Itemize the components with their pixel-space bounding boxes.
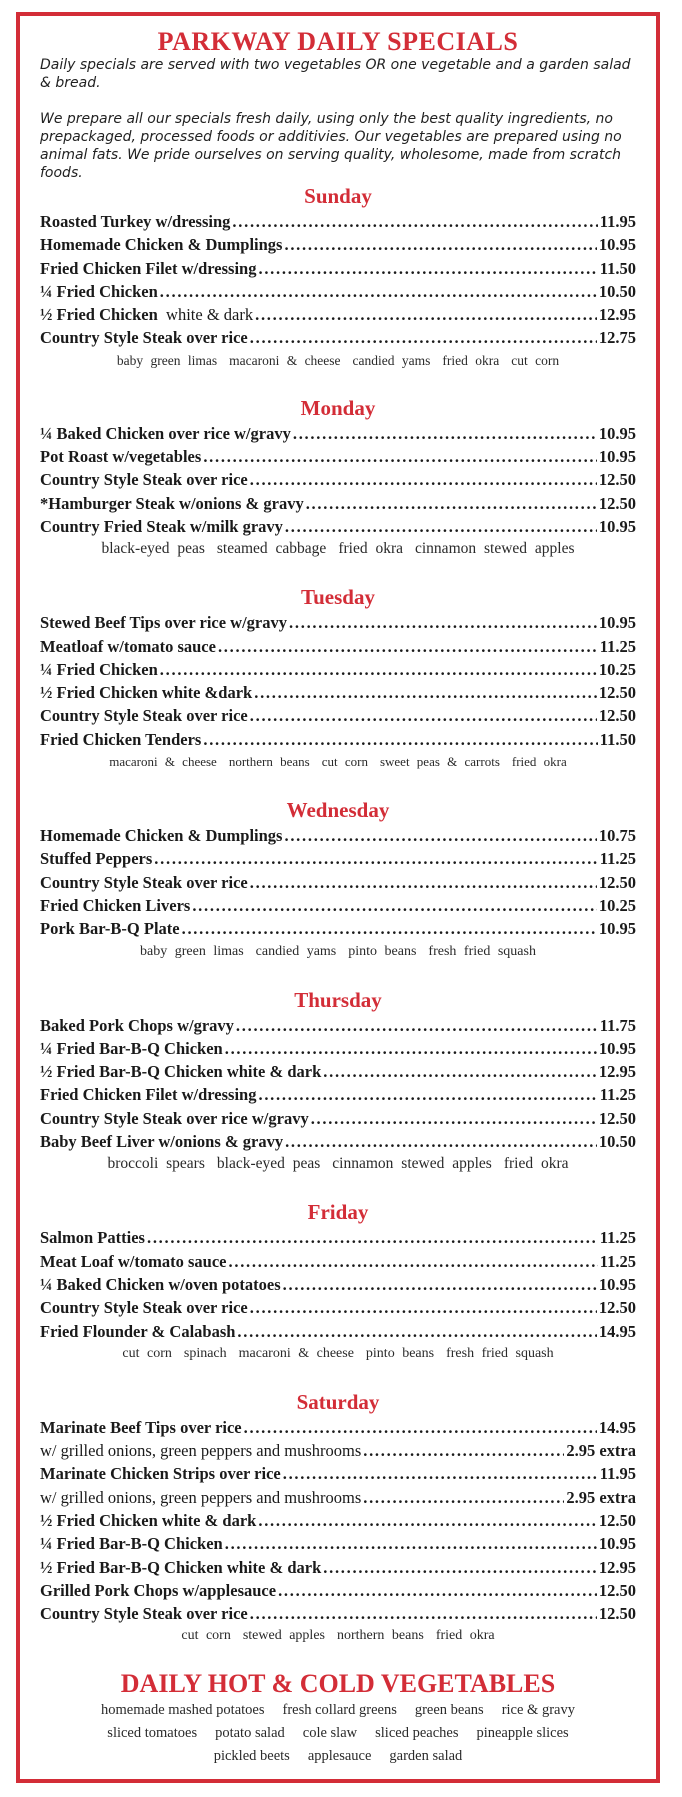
menu-item xyxy=(40,1532,636,1555)
menu-item-name xyxy=(40,257,256,280)
daily-vegetable-item: garden salad xyxy=(389,1748,463,1765)
vegetable-item: broccoli spears xyxy=(107,1155,205,1173)
menu-item-price: 2.95 extra xyxy=(566,1487,636,1507)
day-section-wednesday xyxy=(40,798,636,962)
menu-item-name xyxy=(40,1602,248,1625)
menu-item-name-text: Country Style Steak over rice xyxy=(40,872,248,892)
menu-item-name-text: *Hamburger Steak w/onions & gravy xyxy=(40,493,304,513)
menu-item-name xyxy=(40,1226,145,1249)
daily-vegetable-item: green beans xyxy=(414,1702,484,1719)
dot-leader xyxy=(283,1462,598,1485)
dot-leader xyxy=(311,1107,597,1130)
vegetable-item: fried okra xyxy=(442,352,500,368)
menu-item-price: 11.25 xyxy=(599,1228,636,1248)
daily-vegetables-row xyxy=(40,1745,636,1768)
menu-item-price: 10.95 xyxy=(598,1534,636,1554)
dot-leader xyxy=(289,611,597,634)
dot-leader xyxy=(250,326,597,349)
dot-leader xyxy=(250,468,597,491)
menu-item-name xyxy=(40,1556,321,1579)
menu-item xyxy=(40,233,636,256)
menu-item-option xyxy=(40,1486,636,1509)
day-section-tuesday xyxy=(40,585,636,773)
menu-item xyxy=(40,515,636,538)
dot-leader xyxy=(283,1273,597,1296)
menu-item xyxy=(40,917,636,940)
menu-border xyxy=(16,12,660,1783)
menu-item-price: 10.95 xyxy=(598,235,636,255)
vegetable-item: pinto beans xyxy=(365,1345,435,1361)
menu-item-name-text: Country Style Steak over rice xyxy=(40,706,248,726)
daily-vegetable-item: sliced tomatoes xyxy=(107,1725,198,1742)
daily-vegetable-item: homemade mashed potatoes xyxy=(101,1702,265,1719)
vegetable-item: fried okra xyxy=(338,540,403,558)
menu-item-price: 12.50 xyxy=(598,493,636,513)
vegetable-item: cinnamon stewed apples xyxy=(332,1155,492,1173)
page-title: PARKWAY DAILY SPECIALS xyxy=(157,27,519,56)
dot-leader xyxy=(258,257,597,280)
menu-item-name-text: ½ Fried Chicken xyxy=(40,305,158,325)
vegetable-item: candied yams xyxy=(352,352,431,368)
daily-vegetables-title: DAILY HOT & COLD VEGETABLES xyxy=(120,1669,556,1699)
dot-leader xyxy=(278,1579,597,1602)
menu-item-name-text: Fried Chicken Filet w/dressing xyxy=(40,1085,257,1105)
menu-item-price: 11.75 xyxy=(599,1015,636,1035)
dot-leader xyxy=(293,422,597,445)
dot-leader xyxy=(306,492,597,515)
menu-item-name-text: ½ Fried Chicken white &dark xyxy=(40,683,253,703)
vegetable-item: fried okra xyxy=(511,754,567,770)
menu-item-name-text: ¼ Baked Chicken over rice w/gravy xyxy=(40,423,291,443)
menu-item-name xyxy=(40,894,190,917)
day-heading-thursday: Thursday xyxy=(294,987,382,1012)
menu-item-name-text: ½ Fried Chicken white & dark xyxy=(40,1510,257,1530)
menu-item xyxy=(40,1320,636,1343)
menu-item-name xyxy=(40,1273,281,1296)
dot-leader xyxy=(284,233,596,256)
menu-item xyxy=(40,658,636,681)
daily-vegetable-item: pickled beets xyxy=(213,1748,290,1765)
dot-leader xyxy=(258,1083,597,1106)
menu-item xyxy=(40,1556,636,1579)
vegetable-list-friday xyxy=(40,1343,636,1365)
dot-leader xyxy=(203,728,597,751)
menu-item-name-text: Fried Chicken Tenders xyxy=(40,729,202,749)
dot-leader xyxy=(323,1060,597,1083)
menu-item-name xyxy=(40,824,282,847)
dot-leader xyxy=(229,1250,598,1273)
menu-item-name-text: Country Style Steak over rice w/gravy xyxy=(40,1108,309,1128)
menu-item-name xyxy=(40,515,283,538)
menu-item-price: 14.95 xyxy=(598,1321,636,1341)
menu-item-name xyxy=(40,1579,276,1602)
daily-vegetables-list xyxy=(40,1699,636,1768)
day-section-sunday xyxy=(40,184,636,372)
menu-item xyxy=(40,1060,636,1083)
menu-item-price: 12.50 xyxy=(598,1580,636,1600)
menu-item-name xyxy=(40,492,304,515)
menu-item xyxy=(40,1250,636,1273)
intro-served-with: Daily specials are served with two vegetables OR one vegetable and a garden salad & bread. xyxy=(40,57,631,91)
menu-item-price: 12.75 xyxy=(598,328,636,348)
menu-item-name-text: Marinate Beef Tips over rice xyxy=(40,1417,242,1437)
vegetable-item: northern beans xyxy=(228,754,310,770)
menu-item xyxy=(40,728,636,751)
vegetable-item: black-eyed peas xyxy=(216,1155,321,1173)
menu-item-price: 10.95 xyxy=(598,516,636,536)
menu-item-price: 12.50 xyxy=(598,706,636,726)
menu-item-name-text: ½ Fried Bar-B-Q Chicken white & dark xyxy=(40,1062,322,1082)
dot-leader xyxy=(236,1014,598,1037)
menu-item-price: 10.95 xyxy=(598,423,636,443)
dot-leader xyxy=(218,635,598,658)
menu-item-price: 12.50 xyxy=(598,470,636,490)
dot-leader xyxy=(160,658,597,681)
menu-item-note: white & dark xyxy=(166,305,254,325)
menu-item xyxy=(40,1602,636,1625)
menu-item xyxy=(40,468,636,491)
menu-item-name-text: Stuffed Peppers xyxy=(40,849,153,869)
menu-item xyxy=(40,445,636,468)
vegetable-item: fried okra xyxy=(503,1155,569,1173)
menu-item-name-text: Pot Roast w/vegetables xyxy=(40,447,202,467)
menu-item-name xyxy=(40,1439,361,1462)
menu-item-price: 11.25 xyxy=(599,636,636,656)
menu-item-price: 11.50 xyxy=(599,729,636,749)
vegetable-item: macaroni & cheese xyxy=(238,1345,354,1361)
dot-leader xyxy=(225,1037,597,1060)
menu-item-name xyxy=(40,611,287,634)
dot-leader xyxy=(363,1486,564,1509)
menu-item-name xyxy=(40,1083,256,1106)
menu-item xyxy=(40,681,636,704)
menu-item-price: 12.95 xyxy=(598,1062,636,1082)
menu-item-name xyxy=(40,728,201,751)
vegetable-item: spinach xyxy=(183,1345,227,1361)
dot-leader xyxy=(160,280,597,303)
menu-item-name xyxy=(40,468,248,491)
menu-item-name xyxy=(40,1250,227,1273)
dot-leader xyxy=(244,1416,597,1439)
menu-item-name xyxy=(40,1416,242,1439)
menu-item-price: 10.95 xyxy=(598,1038,636,1058)
dot-leader xyxy=(255,303,597,326)
menu-item-price: 10.25 xyxy=(598,895,636,915)
vegetable-item: pinto beans xyxy=(348,943,417,959)
menu-item-name-text: Stewed Beef Tips over rice w/gravy xyxy=(40,613,288,633)
menu-item xyxy=(40,1107,636,1130)
menu-item-price: 10.95 xyxy=(598,613,636,633)
menu-item-name-text: ¼ Fried Chicken xyxy=(40,281,158,301)
menu-item-price: 12.95 xyxy=(598,305,636,325)
menu-item-name-text: Salmon Patties xyxy=(40,1228,145,1248)
menu-item-name xyxy=(40,280,158,303)
daily-vegetables-row xyxy=(40,1722,636,1745)
vegetable-item: cinnamon stewed apples xyxy=(415,540,575,558)
daily-vegetables-row xyxy=(40,1699,636,1722)
menu-item-price: 11.25 xyxy=(599,1085,636,1105)
menu-item xyxy=(40,1273,636,1296)
vegetable-item: cut corn xyxy=(122,1345,172,1361)
menu-item-name xyxy=(40,704,248,727)
menu-item-price: 10.95 xyxy=(598,919,636,939)
vegetable-item: cut corn xyxy=(181,1628,231,1644)
menu-item-name-text: Country Fried Steak w/milk gravy xyxy=(40,516,283,536)
menu-item-name-text: Homemade Chicken & Dumplings xyxy=(40,235,283,255)
day-section-saturday xyxy=(40,1390,636,1648)
dot-leader xyxy=(147,1226,598,1249)
menu-item-name-text: Pork Bar-B-Q Plate xyxy=(40,919,180,939)
menu-item-name-text: Country Style Steak over rice xyxy=(40,1604,248,1624)
menu-item-name xyxy=(40,1532,223,1555)
daily-vegetable-item: cole slaw xyxy=(302,1725,358,1742)
vegetable-item: black-eyed peas xyxy=(101,540,205,558)
menu-item xyxy=(40,1579,636,1602)
menu-item-name-text: Grilled Pork Chops w/applesauce xyxy=(40,1580,277,1600)
daily-specials xyxy=(40,184,636,1647)
day-section-friday xyxy=(40,1200,636,1364)
vegetable-item: baby green limas xyxy=(140,943,244,959)
menu-item-name xyxy=(40,1130,283,1153)
menu-item-price: 12.50 xyxy=(598,1108,636,1128)
menu-item-name-text: ¼ Fried Bar-B-Q Chicken xyxy=(40,1038,223,1058)
menu-item-name xyxy=(40,1320,235,1343)
day-heading-saturday: Saturday xyxy=(296,1389,380,1414)
dot-leader xyxy=(250,704,597,727)
dot-leader xyxy=(192,894,597,917)
dot-leader xyxy=(285,515,597,538)
menu-item-price: 11.95 xyxy=(599,212,636,231)
daily-vegetable-item: sliced peaches xyxy=(375,1725,459,1742)
menu-item xyxy=(40,635,636,658)
menu-item-name xyxy=(40,303,253,326)
menu-item xyxy=(40,1083,636,1106)
menu-item-name xyxy=(40,210,230,233)
menu-item xyxy=(40,1509,636,1532)
menu-item xyxy=(40,894,636,917)
dot-leader xyxy=(250,1602,597,1625)
menu-item xyxy=(40,326,636,349)
vegetable-list-monday xyxy=(40,538,636,560)
vegetable-list-sunday xyxy=(40,350,636,372)
vegetable-list-tuesday xyxy=(40,751,636,773)
menu-item xyxy=(40,704,636,727)
dot-leader xyxy=(250,1296,597,1319)
daily-vegetable-item: potato salad xyxy=(215,1725,285,1742)
menu-item-name-text: ¼ Baked Chicken w/oven potatoes xyxy=(40,1274,281,1294)
menu-item xyxy=(40,871,636,894)
dot-leader xyxy=(254,681,597,704)
menu-item xyxy=(40,1416,636,1439)
vegetable-item: baby green limas xyxy=(116,352,218,368)
vegetable-item: macaroni & cheese xyxy=(229,352,341,368)
dot-leader xyxy=(284,824,596,847)
menu-item-price: 12.95 xyxy=(598,1557,636,1577)
dot-leader xyxy=(285,1130,597,1153)
vegetable-item: stewed apples xyxy=(242,1628,325,1644)
menu-item-name-text: Baked Pork Chops w/gravy xyxy=(40,1015,234,1035)
menu-item-name xyxy=(40,1060,321,1083)
daily-vegetable-item: rice & gravy xyxy=(501,1702,575,1719)
menu-item-option xyxy=(40,1439,636,1462)
menu-item xyxy=(40,280,636,303)
menu-item-price: 11.50 xyxy=(599,258,636,278)
menu-item-price: 10.95 xyxy=(598,1274,636,1294)
menu-item-name xyxy=(40,871,248,894)
menu-item-name-text: Fried Chicken Filet w/dressing xyxy=(40,258,257,278)
menu-item xyxy=(40,210,636,233)
vegetable-item: sweet peas & carrots xyxy=(379,754,500,770)
menu-item xyxy=(40,1296,636,1319)
menu-item-name xyxy=(40,233,282,256)
day-heading-tuesday: Tuesday xyxy=(301,585,375,610)
day-heading-monday: Monday xyxy=(300,395,376,420)
menu-item xyxy=(40,1462,636,1485)
vegetable-list-thursday xyxy=(40,1153,636,1175)
menu-item xyxy=(40,1130,636,1153)
menu-item-name-text: Meat Loaf w/tomato sauce xyxy=(40,1251,227,1271)
menu-item-price: 12.50 xyxy=(598,1298,636,1318)
menu-item-name-text: Country Style Steak over rice xyxy=(40,1298,248,1318)
vegetable-item: cut corn xyxy=(511,352,560,368)
menu-item xyxy=(40,422,636,445)
menu-item-name xyxy=(40,1509,256,1532)
dot-leader xyxy=(154,847,597,870)
menu-item-name-text: Roasted Turkey w/dressing xyxy=(40,212,231,231)
dot-leader xyxy=(250,871,597,894)
vegetable-item: northern beans xyxy=(337,1628,424,1644)
menu-item-price: 14.95 xyxy=(598,1417,636,1437)
dot-leader xyxy=(363,1439,564,1462)
intro-quality-statement: We prepare all our specials fresh daily, using only the best quality ingredients, no prepackaged, processed foods or additivies. Our vegetables are prepared using no animal fats. We pride ourselves on serving quality, wholesome, made from scratch foods. xyxy=(40,111,622,181)
vegetable-item: cut corn xyxy=(321,754,368,770)
menu-item-name-text: Marinate Chicken Strips over rice xyxy=(40,1464,281,1484)
dot-leader xyxy=(225,1532,597,1555)
vegetable-list-saturday xyxy=(40,1625,636,1647)
daily-vegetable-item: applesauce xyxy=(307,1748,372,1765)
menu-item xyxy=(40,611,636,634)
vegetable-item: fried okra xyxy=(435,1628,495,1644)
dot-leader xyxy=(258,1509,597,1532)
vegetable-list-wednesday xyxy=(40,941,636,963)
menu-item-price: 10.50 xyxy=(598,281,636,301)
menu-item-name xyxy=(40,635,216,658)
menu-item-name xyxy=(40,1037,223,1060)
menu-item-name-text: ¼ Fried Bar-B-Q Chicken xyxy=(40,1534,223,1554)
menu-item-name xyxy=(40,1296,248,1319)
dot-leader xyxy=(323,1556,597,1579)
menu-item-price: 10.95 xyxy=(598,447,636,467)
day-heading-wednesday: Wednesday xyxy=(286,798,390,823)
vegetable-item: candied yams xyxy=(255,943,337,959)
menu-item-name-text: w/ grilled onions, green peppers and mushrooms xyxy=(40,1441,362,1461)
menu-item-name xyxy=(40,917,180,940)
menu-item-name xyxy=(40,681,252,704)
menu-item-name-text: Baby Beef Liver w/onions & gravy xyxy=(40,1132,284,1152)
menu-item-name-text: Fried Flounder & Calabash xyxy=(40,1321,236,1341)
menu-item-price: 10.50 xyxy=(598,1132,636,1152)
dot-leader xyxy=(182,917,597,940)
vegetable-item: fresh fried squash xyxy=(446,1345,554,1361)
menu-item xyxy=(40,847,636,870)
day-section-monday xyxy=(40,396,636,560)
daily-vegetable-item: fresh collard greens xyxy=(282,1702,397,1719)
menu-item-name-text: ½ Fried Bar-B-Q Chicken white & dark xyxy=(40,1557,322,1577)
menu-item-name xyxy=(40,1107,309,1130)
menu-item-name-text: w/ grilled onions, green peppers and mushrooms xyxy=(40,1487,362,1507)
menu-item xyxy=(40,492,636,515)
dot-leader xyxy=(232,210,597,233)
vegetable-item: macaroni & cheese xyxy=(109,754,217,770)
menu-item-name-text: Country Style Steak over rice xyxy=(40,328,248,348)
menu-item-name xyxy=(40,422,291,445)
menu-item-price: 10.75 xyxy=(598,826,636,846)
menu-item-name-text: Meatloaf w/tomato sauce xyxy=(40,636,216,656)
menu-item-price: 12.50 xyxy=(598,1510,636,1530)
dot-leader xyxy=(237,1320,596,1343)
menu-item-name-text: Country Style Steak over rice xyxy=(40,470,248,490)
menu-item xyxy=(40,1014,636,1037)
menu-item xyxy=(40,257,636,280)
menu-item-name xyxy=(40,445,201,468)
menu-item-name xyxy=(40,847,152,870)
menu-content xyxy=(40,28,636,1768)
menu-item-price: 11.25 xyxy=(599,1251,636,1271)
menu-item-price: 11.95 xyxy=(599,1464,636,1484)
menu-item-price: 11.25 xyxy=(599,849,636,869)
menu-item-name xyxy=(40,1462,281,1485)
day-heading-sunday: Sunday xyxy=(304,184,372,208)
menu-item-name-text: Fried Chicken Livers xyxy=(40,895,191,915)
menu-item-name xyxy=(40,658,158,681)
daily-vegetable-item: pineapple slices xyxy=(476,1725,569,1742)
menu-item-price: 12.50 xyxy=(598,872,636,892)
menu-item-price: 10.25 xyxy=(598,659,636,679)
menu-item-price: 12.50 xyxy=(598,1604,636,1624)
menu-item-name xyxy=(40,326,248,349)
menu-item-price: 12.50 xyxy=(598,683,636,703)
menu-item xyxy=(40,1037,636,1060)
day-section-thursday xyxy=(40,988,636,1176)
menu-item-price: 2.95 extra xyxy=(566,1441,636,1461)
menu-item-name-text: ¼ Fried Chicken xyxy=(40,659,158,679)
day-heading-friday: Friday xyxy=(307,1200,369,1225)
menu-item-name-text: Homemade Chicken & Dumplings xyxy=(40,826,283,846)
menu-item xyxy=(40,1226,636,1249)
menu-item xyxy=(40,303,636,326)
daily-vegetables-section xyxy=(40,1669,636,1768)
dot-leader xyxy=(203,445,597,468)
vegetable-item: fresh fried squash xyxy=(428,943,536,959)
vegetable-item: steamed cabbage xyxy=(216,540,327,558)
menu-item-name xyxy=(40,1014,234,1037)
menu-item-name xyxy=(40,1486,361,1509)
menu-item xyxy=(40,824,636,847)
